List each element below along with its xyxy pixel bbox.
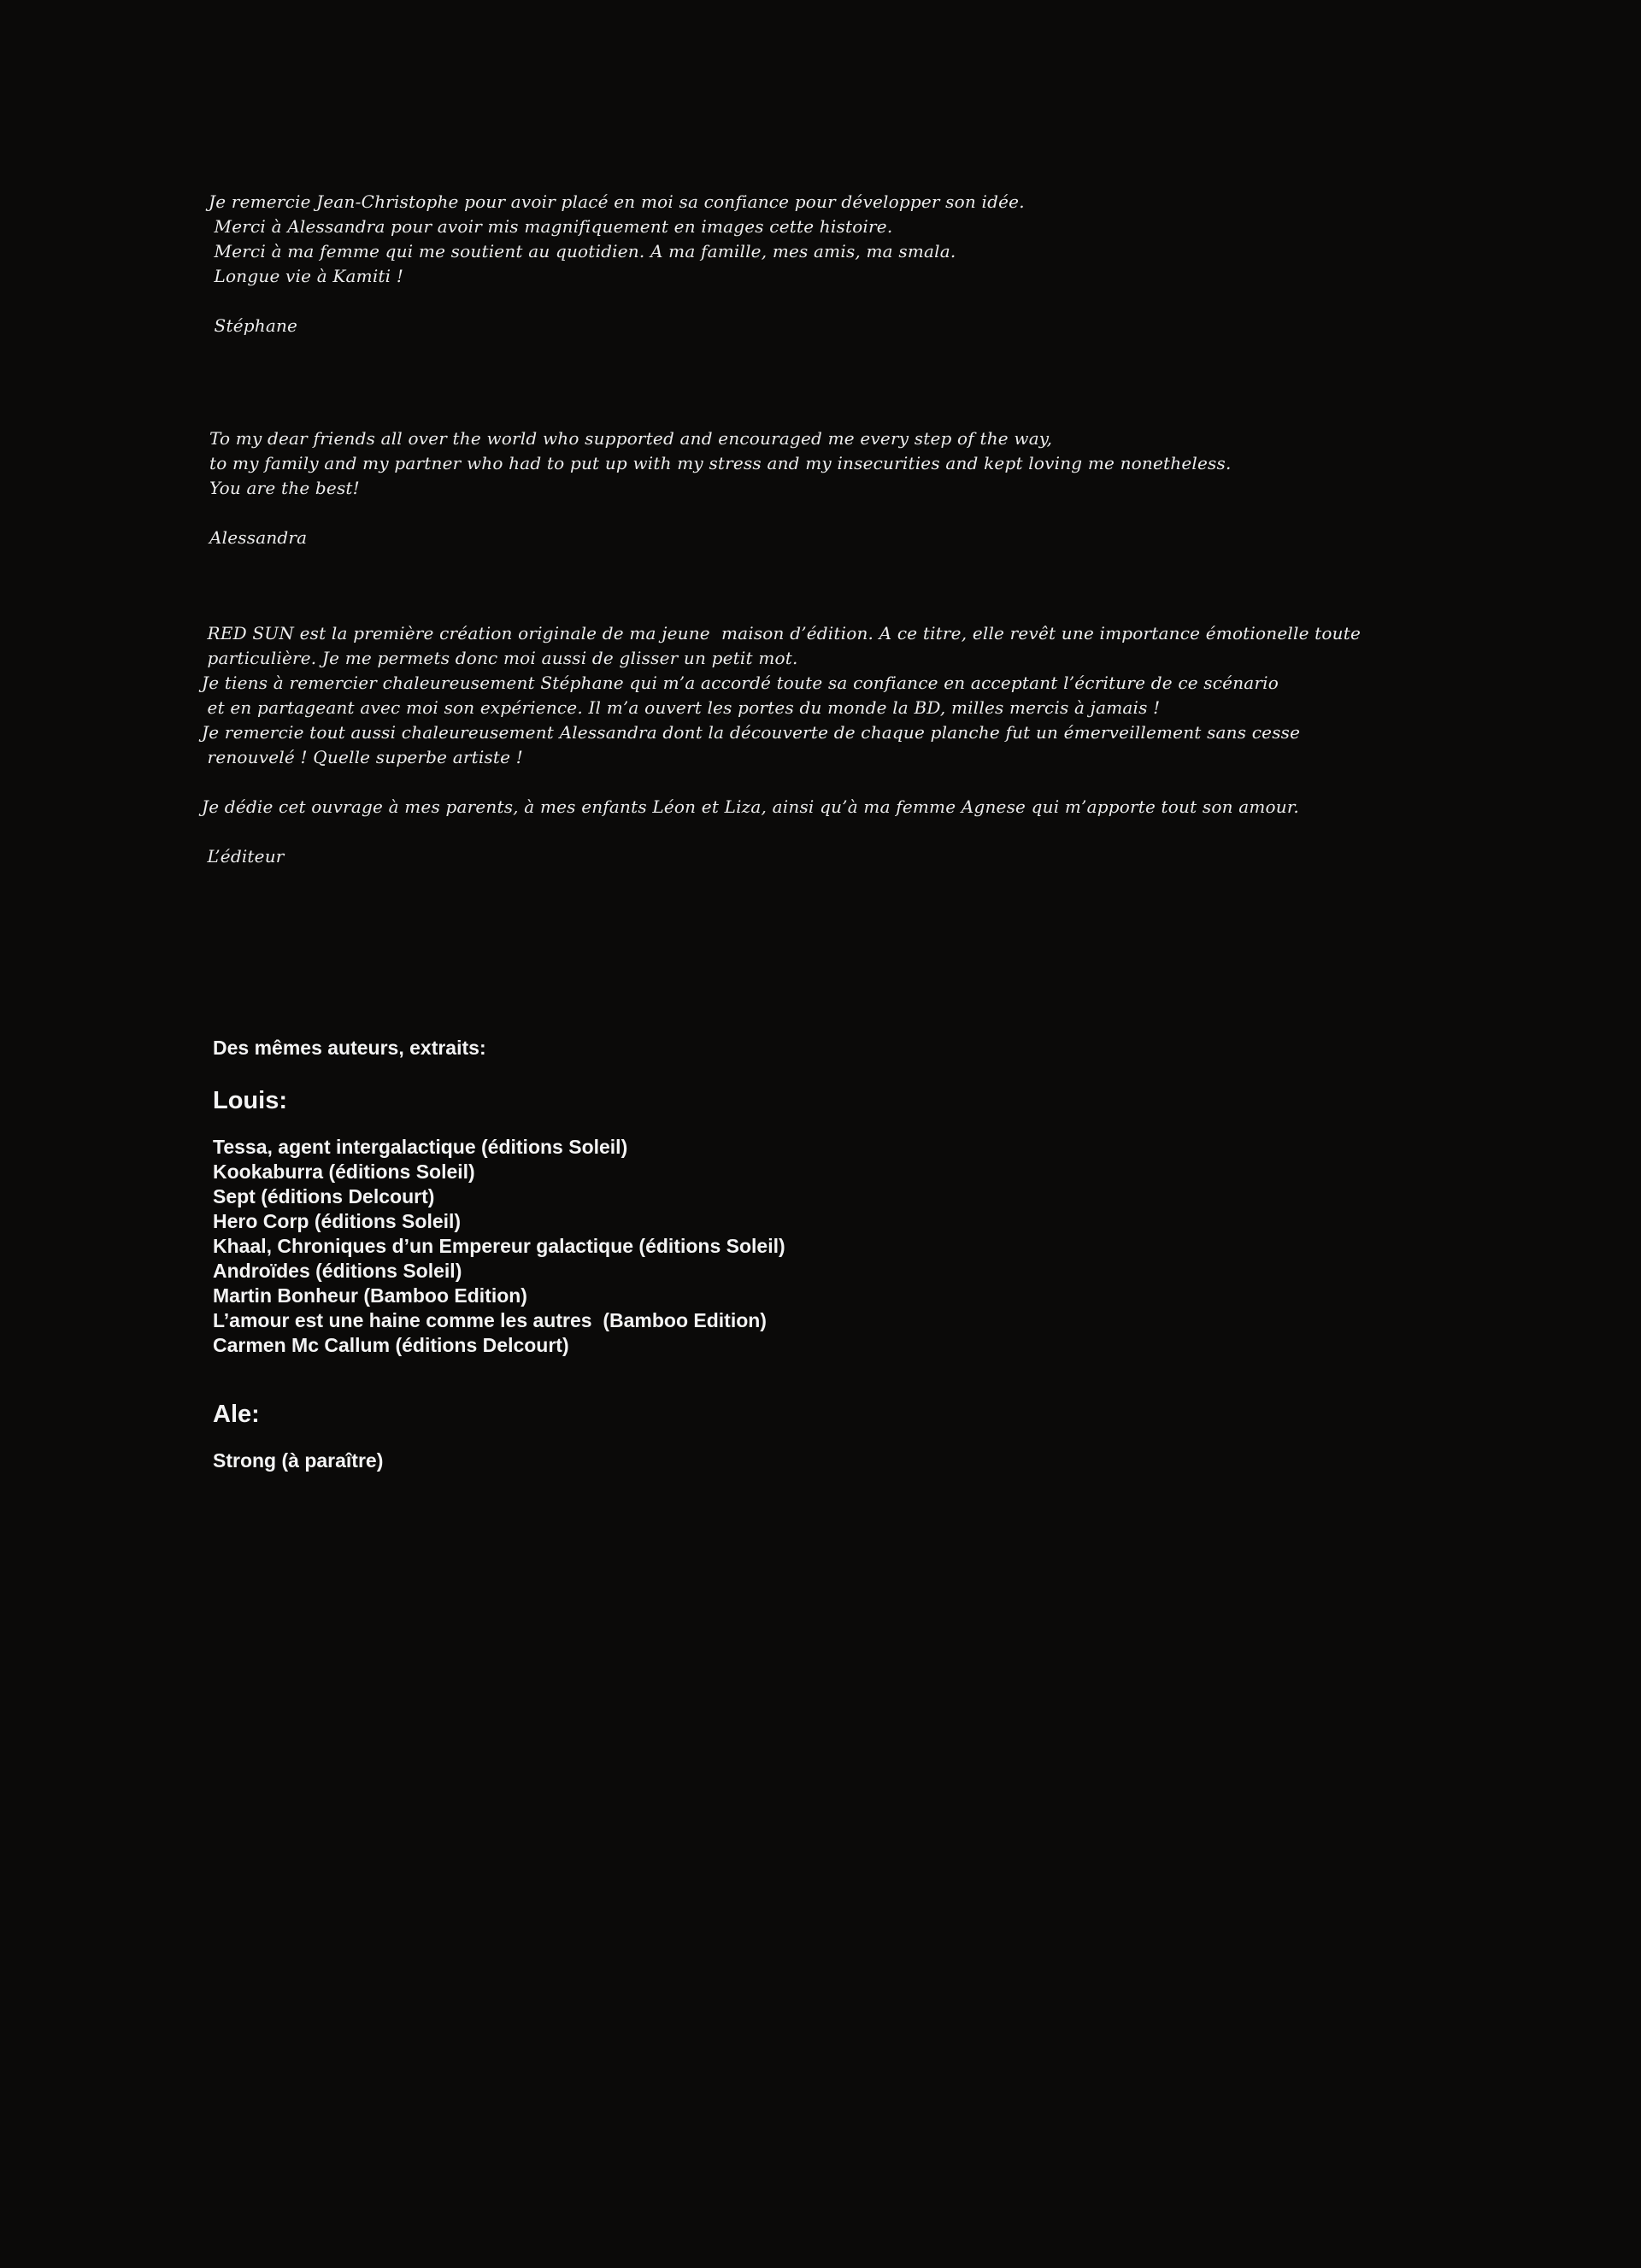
author-louis: Louis:	[213, 1087, 287, 1114]
list-item: Sept (éditions Delcourt)	[213, 1185, 435, 1207]
text-line: Je remercie tout aussi chaleureusement Alessandra dont la découverte de chaque planche fut un émerveillement sans cesse	[202, 722, 1301, 743]
text-line: RED SUN est la première création originale de ma jeune maison d’édition. A ce titre, elle revêt une importance émotionelle toute	[202, 623, 1361, 643]
ale-title-list	[213, 1448, 1409, 1473]
text-line: Longue vie à Kamiti !	[209, 266, 404, 286]
louis-title-list	[213, 1135, 1409, 1358]
list-item: Martin Bonheur (Bamboo Edition)	[213, 1284, 527, 1307]
text-line: Merci à Alessandra pour avoir mis magnifiquement en images cette histoire.	[209, 216, 893, 237]
list-item: Kookaburra (éditions Soleil)	[213, 1160, 475, 1183]
signature: Alessandra	[209, 527, 308, 548]
bibliography	[213, 1036, 1409, 1473]
list-item: L’amour est une haine comme les autres (Bamboo Edition)	[213, 1309, 767, 1331]
list-item: Strong (à paraître)	[213, 1449, 384, 1472]
list-item: Khaal, Chroniques d’un Empereur galactique (éditions Soleil)	[213, 1235, 785, 1257]
text-line: renouvelé ! Quelle superbe artiste !	[202, 747, 523, 767]
text-line: Merci à ma femme qui me soutient au quotidien. A ma famille, mes amis, ma smala.	[209, 241, 956, 261]
list-item: Tessa, agent intergalactique (éditions Soleil)	[213, 1136, 628, 1158]
text-line: You are the best!	[209, 478, 360, 498]
text-line: particulière. Je me permets donc moi aussi de glisser un petit mot.	[202, 648, 798, 668]
alessandra-acknowledgement	[209, 426, 1577, 550]
dedication: Je dédie cet ouvrage à mes parents, à mes enfants Léon et Liza, ainsi qu’à ma femme Agnese qui m’apporte tout son amour.	[202, 796, 1299, 817]
signature: Stéphane	[209, 315, 298, 336]
stephane-acknowledgement	[209, 190, 1491, 338]
text-line: Je tiens à remercier chaleureusement Stéphane qui m’a accordé toute sa confiance en acceptant l’écriture de ce scénario	[202, 673, 1279, 693]
text-line: To my dear friends all over the world who supported and encouraged me every step of the way,	[209, 428, 1053, 449]
list-item: Androïdes (éditions Soleil)	[213, 1260, 462, 1282]
author-ale: Ale:	[213, 1401, 260, 1428]
list-item: Hero Corp (éditions Soleil)	[213, 1210, 462, 1232]
bibliography-heading: Des mêmes auteurs, extraits:	[213, 1037, 486, 1059]
text-line: Je remercie Jean-Christophe pour avoir placé en moi sa confiance pour développer son idée.	[209, 191, 1025, 212]
text-line: et en partageant avec moi son expérience. Il m’a ouvert les portes du monde la BD, milles mercis à jamais !	[202, 697, 1161, 718]
editor-acknowledgement	[202, 621, 1612, 869]
list-item: Carmen Mc Callum (éditions Delcourt)	[213, 1334, 569, 1356]
text-line: to my family and my partner who had to put up with my stress and my insecurities and kept loving me nonetheless.	[209, 453, 1232, 473]
signature: L’éditeur	[202, 846, 285, 867]
